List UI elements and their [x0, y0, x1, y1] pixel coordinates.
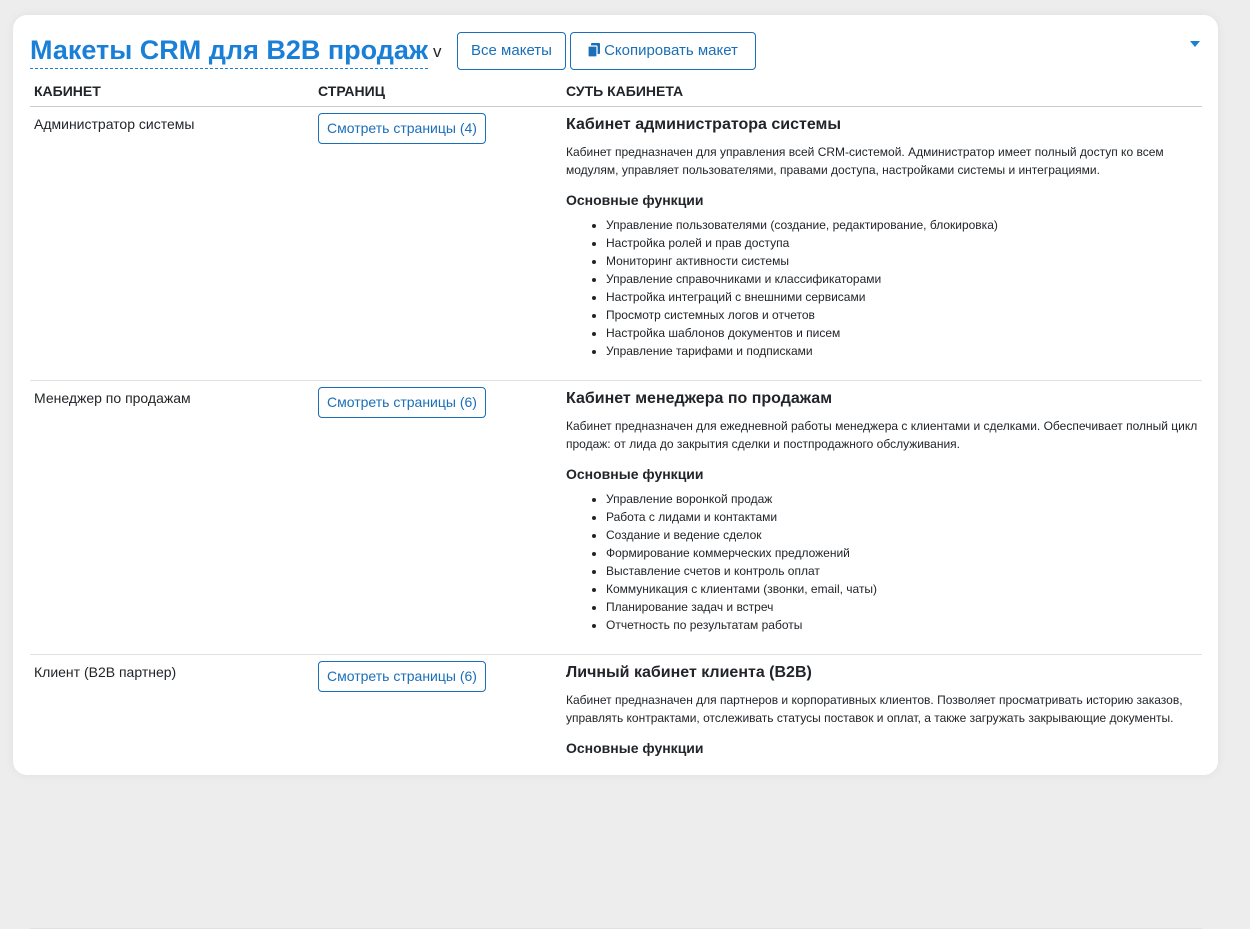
role-cell [30, 654, 314, 928]
functions-heading: Основные функции [566, 739, 704, 756]
cabinet-title: Кабинет менеджера по продажам [566, 389, 833, 407]
function-item: • Коммуникация с клиентами (звонки, email, чаты) [606, 580, 1198, 598]
essence-cell [562, 106, 1202, 380]
column-header-essence: СУТЬ КАБИНЕТА [562, 76, 1202, 106]
role-name: Менеджер по продажам [34, 389, 191, 406]
copy-layout-label: Скопировать макет [604, 42, 738, 59]
view-pages-button[interactable]: Смотреть страницы (6) [318, 387, 486, 418]
function-item: • Планирование задач и встреч [606, 598, 1198, 616]
cabinet-description: Кабинет предназначен для ежедневной работы менеджера с клиентами и сделками. Обеспечивает полный цикл продаж: от лида до закрытия сделки и постпродажного обслуживания. [566, 418, 1198, 451]
function-item: • Настройка шаблонов документов и писем [606, 324, 1198, 342]
cabinet-description: Кабинет предназначен для управления всей CRM-системой. Администратор имеет полный доступ ко всем модулям, управляет пользователями, правами доступа, настройками системы и интеграциями. [566, 144, 1164, 177]
version-toggle[interactable]: v [433, 42, 442, 61]
function-item: • Мониторинг активности системы [606, 252, 1198, 270]
all-layouts-button[interactable]: Все макеты [457, 32, 566, 70]
function-item: • Настройка интеграций с внешними сервисами [606, 288, 1198, 306]
table-row [30, 654, 1202, 928]
header [30, 32, 1218, 72]
function-item: • Управление воронкой продаж [606, 490, 1198, 508]
copy-icon [588, 43, 600, 57]
essence-cell [562, 654, 1202, 928]
function-item: • Формирование коммерческих предложений [606, 544, 1198, 562]
function-item: • Работа с лидами и контактами [606, 508, 1198, 526]
pages-cell [314, 380, 562, 654]
function-item: • Управление пользователями (создание, редактирование, блокировка) [606, 216, 1198, 234]
function-item: • Настройка ролей и прав доступа [606, 234, 1198, 252]
functions-list [566, 490, 1198, 634]
cabinet-description: Кабинет предназначен для партнеров и корпоративных клиентов. Позволяет просматривать историю заказов, управлять контрактами, отслеживать статусы поставок и оплат, а также загружать закрывающие документы. [566, 692, 1183, 725]
role-name: Администратор системы [34, 115, 195, 132]
functions-heading: Основные функции [566, 191, 704, 208]
role-cell [30, 380, 314, 654]
column-header-pages: СТРАНИЦ [314, 76, 562, 106]
role-cell [30, 106, 314, 380]
function-item: • Создание и ведение сделок [606, 526, 1198, 544]
functions-heading: Основные функции [566, 465, 704, 482]
role-name: Клиент (B2B партнер) [34, 663, 177, 680]
function-item: • Управление справочниками и классификаторами [606, 270, 1198, 288]
function-item: • Выставление счетов и контроль оплат [606, 562, 1198, 580]
pages-cell [314, 106, 562, 380]
page-title[interactable]: Макеты CRM для B2B продаж [30, 32, 428, 69]
table-row [30, 380, 1202, 654]
table-header-row [30, 76, 1202, 106]
essence-cell [562, 380, 1202, 654]
function-item: • Просмотр системных логов и отчетов [606, 306, 1198, 324]
view-pages-button[interactable]: Смотреть страницы (6) [318, 661, 486, 692]
functions-list [566, 216, 1198, 360]
cabinets-table [30, 76, 1202, 929]
pages-cell [314, 654, 562, 928]
layouts-card [13, 15, 1218, 775]
cabinet-title: Кабинет администратора системы [566, 115, 842, 133]
view-pages-button[interactable]: Смотреть страницы (4) [318, 113, 486, 144]
column-header-cabinet: КАБИНЕТ [30, 76, 314, 106]
table-row [30, 106, 1202, 380]
caret-down-icon[interactable] [1190, 41, 1200, 47]
cabinet-title: Личный кабинет клиента (B2B) [566, 663, 812, 681]
function-item: • Отчетность по результатам работы [606, 616, 1198, 634]
copy-layout-button[interactable] [570, 32, 756, 70]
function-item: • Управление тарифами и подписками [606, 342, 1198, 360]
